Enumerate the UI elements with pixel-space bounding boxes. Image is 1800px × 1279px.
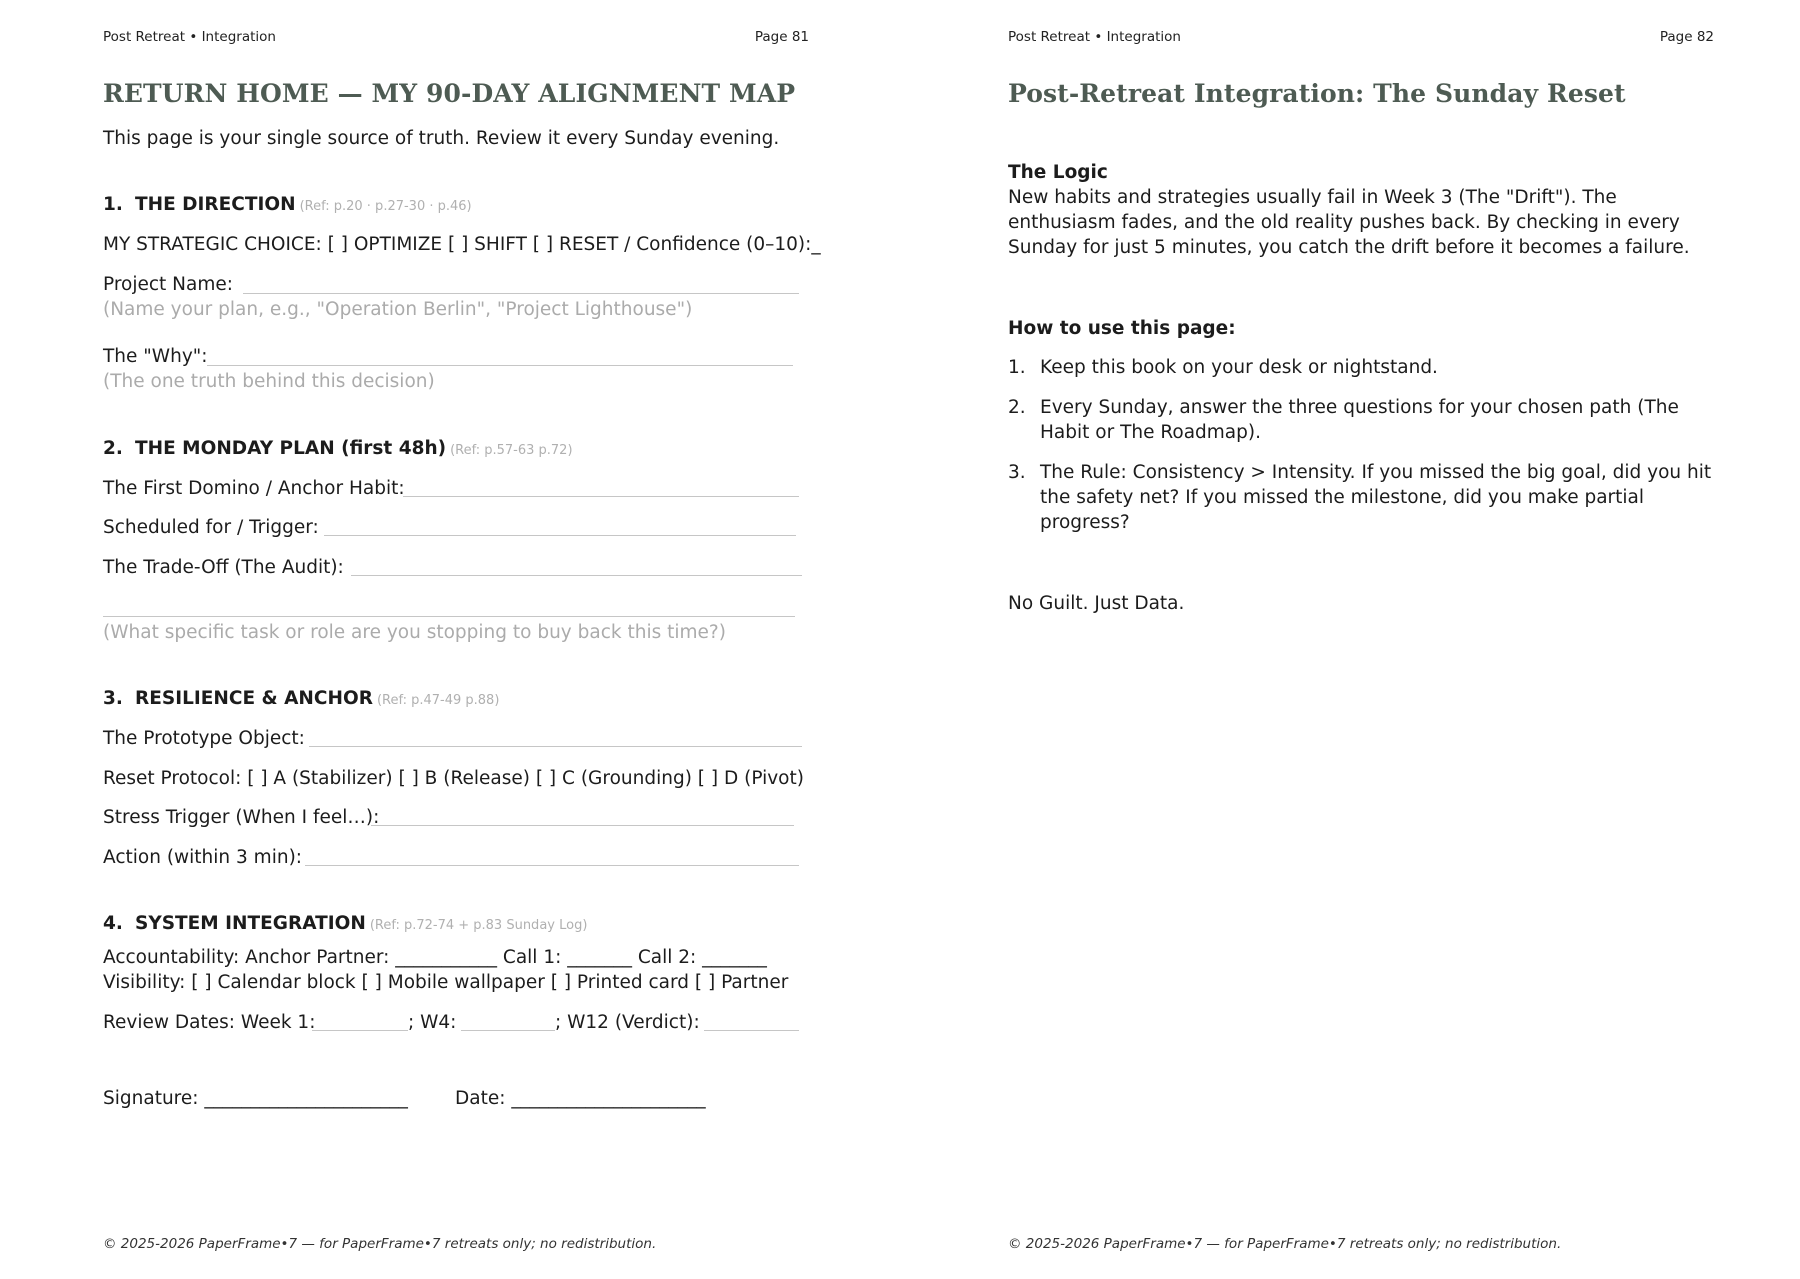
list-number: 1. bbox=[1008, 357, 1026, 378]
stress-trigger-label: Stress Trigger (When I feel…): bbox=[103, 807, 380, 828]
project-name-label: Project Name: bbox=[103, 274, 233, 295]
section-heading-direction bbox=[103, 192, 472, 219]
section-ref: (Ref: p.57-63 p.72) bbox=[450, 443, 573, 458]
closing-line: No Guilt. Just Data. bbox=[1008, 593, 1185, 614]
page-number: Page 82 bbox=[1659, 29, 1714, 45]
review-w12-field[interactable] bbox=[704, 1030, 799, 1031]
section-ref: (Ref: p.72-74 + p.83 Sunday Log) bbox=[369, 918, 588, 933]
action-field[interactable] bbox=[305, 865, 799, 866]
section-heading-resilience bbox=[103, 686, 499, 713]
project-name-hint: (Name your plan, e.g., "Operation Berlin", "Project Lighthouse") bbox=[103, 299, 693, 320]
section-ref: (Ref: p.47-49 p.88) bbox=[376, 693, 500, 708]
page-title: RETURN HOME — MY 90-DAY ALIGNMENT MAP bbox=[103, 79, 796, 108]
tradeoff-field[interactable] bbox=[351, 575, 802, 576]
howto-heading: How to use this page: bbox=[1008, 318, 1236, 339]
running-title: Post Retreat • Integration bbox=[103, 29, 276, 45]
section-title: THE MONDAY PLAN (first 48h) bbox=[135, 438, 447, 459]
intro-text: This page is your single source of truth. Review it every Sunday evening. bbox=[103, 128, 780, 149]
list-number: 3. bbox=[1008, 462, 1026, 483]
running-title: Post Retreat • Integration bbox=[1008, 29, 1181, 45]
prototype-object-field[interactable] bbox=[309, 746, 802, 747]
tradeoff-field-line-2[interactable] bbox=[103, 616, 795, 617]
list-item bbox=[1008, 355, 1714, 380]
section-number: 2. bbox=[103, 438, 123, 459]
copyright-footer: © 2025-2026 PaperFrame•7 — for PaperFrame•7 retreats only; no redistribution. bbox=[1008, 1236, 1562, 1252]
page-title: Post-Retreat Integration: The Sunday Reset bbox=[1008, 79, 1626, 108]
section-number: 3. bbox=[103, 688, 123, 709]
review-week1-label: Review Dates: Week 1: bbox=[103, 1012, 316, 1033]
running-header bbox=[103, 29, 809, 45]
list-item bbox=[1008, 395, 1714, 445]
signature-line[interactable]: Signature: ______________________ bbox=[103, 1088, 408, 1109]
first-domino-label: The First Domino / Anchor Habit: bbox=[103, 478, 405, 499]
section-number: 4. bbox=[103, 913, 123, 934]
stress-trigger-field[interactable] bbox=[371, 825, 794, 826]
review-week1-field[interactable] bbox=[312, 1030, 408, 1031]
project-name-field[interactable] bbox=[243, 293, 799, 294]
why-hint: (The one truth behind this decision) bbox=[103, 371, 435, 392]
section-heading-system-integration bbox=[103, 911, 587, 938]
page-number: Page 81 bbox=[754, 29, 809, 45]
list-text: Every Sunday, answer the three questions for your chosen path (The Habit or The Roadmap). bbox=[1040, 397, 1679, 443]
action-label: Action (within 3 min): bbox=[103, 847, 303, 868]
review-w4-field[interactable] bbox=[461, 1030, 555, 1031]
section-heading-monday-plan bbox=[103, 436, 573, 463]
list-number: 2. bbox=[1008, 397, 1026, 418]
tradeoff-hint: (What specific task or role are you stopping to buy back this time?) bbox=[103, 622, 726, 643]
list-text: The Rule: Consistency > Intensity. If you missed the big goal, did you hit the safety net? If you missed the milestone, did you make partial progress? bbox=[1040, 462, 1712, 533]
running-header bbox=[1008, 29, 1714, 45]
page-left bbox=[103, 0, 821, 1279]
copyright-footer: © 2025-2026 PaperFrame•7 — for PaperFrame•7 retreats only; no redistribution. bbox=[103, 1236, 657, 1252]
why-label: The "Why": bbox=[103, 346, 208, 367]
prototype-object-label: The Prototype Object: bbox=[103, 728, 305, 749]
why-field[interactable] bbox=[207, 365, 793, 366]
date-line[interactable]: Date: _____________________ bbox=[455, 1088, 706, 1109]
section-title: RESILIENCE & ANCHOR bbox=[135, 688, 373, 709]
section-ref: (Ref: p.20 · p.27-30 · p.46) bbox=[299, 199, 472, 214]
list-text: Keep this book on your desk or nightstand. bbox=[1040, 357, 1438, 378]
scheduled-label: Scheduled for / Trigger: bbox=[103, 517, 319, 538]
logic-heading: The Logic bbox=[1008, 162, 1108, 183]
review-w4-label: ; W4: bbox=[408, 1012, 457, 1033]
section-title: SYSTEM INTEGRATION bbox=[135, 913, 366, 934]
review-w12-label: ; W12 (Verdict): bbox=[555, 1012, 700, 1033]
page-right bbox=[1008, 0, 1714, 1279]
list-item bbox=[1008, 460, 1714, 535]
section-title: THE DIRECTION bbox=[135, 194, 296, 215]
scheduled-field[interactable] bbox=[324, 535, 796, 536]
reset-protocol-line[interactable]: Reset Protocol: [ ] A (Stabilizer) [ ] B (Release) [ ] C (Grounding) [ ] D (Pivot) bbox=[103, 768, 804, 789]
accountability-line[interactable]: Accountability: Anchor Partner: ___________ Call 1: _______ Call 2: _______ bbox=[103, 947, 767, 968]
strategic-choice-line[interactable]: MY STRATEGIC CHOICE: [ ] OPTIMIZE [ ] SHIFT [ ] RESET / Confidence (0–10):_ bbox=[103, 234, 821, 255]
visibility-line[interactable]: Visibility: [ ] Calendar block [ ] Mobile wallpaper [ ] Printed card [ ] Partner bbox=[103, 972, 789, 993]
tradeoff-label: The Trade-Off (The Audit): bbox=[103, 557, 344, 578]
logic-paragraph: New habits and strategies usually fail in Week 3 (The "Drift"). The enthusiasm fades, and the old reality pushes back. By checking in every Sunday for just 5 minutes, you catch the drift before it becomes a failure. bbox=[1008, 187, 1690, 258]
first-domino-field[interactable] bbox=[403, 496, 799, 497]
section-number: 1. bbox=[103, 194, 123, 215]
